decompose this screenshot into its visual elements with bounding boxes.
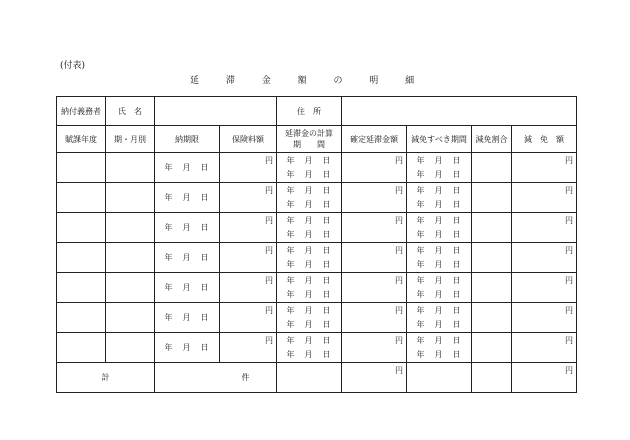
- table-row: [57, 183, 577, 213]
- calc-to-text: 年 月 日: [286, 170, 332, 180]
- total-fee-unit: 円: [395, 366, 403, 375]
- calc-from-text: 年 月 日: [286, 275, 332, 285]
- calc-period-cell[interactable]: [277, 273, 342, 303]
- col-exempt-period: 減免すべき期間: [407, 126, 472, 153]
- period-month-cell[interactable]: [106, 153, 155, 183]
- due-date-text: 年 月 日: [164, 193, 210, 202]
- due-date-cell[interactable]: [155, 303, 220, 333]
- calc-period-cell[interactable]: [277, 213, 342, 243]
- total-label: 計: [57, 363, 155, 393]
- calc-from-text: 年 月 日: [286, 185, 332, 195]
- exempt-amount-unit: 円: [565, 246, 573, 255]
- due-date-text: 年 月 日: [164, 223, 210, 232]
- due-date-cell[interactable]: [155, 183, 220, 213]
- attachment-label: (付表): [60, 61, 86, 71]
- calc-from-text: 年 月 日: [286, 245, 332, 255]
- exempt-amount-unit: 円: [565, 156, 573, 165]
- exempt-period-cell[interactable]: [407, 153, 472, 183]
- calc-period-cell[interactable]: [277, 243, 342, 273]
- due-date-text: 年 月 日: [164, 283, 210, 292]
- fixed-fee-unit: 円: [395, 246, 403, 255]
- col-calc-period-line2: 期 間: [293, 140, 325, 149]
- premium-unit: 円: [265, 336, 273, 345]
- exempt-to-text: 年 月 日: [416, 290, 462, 300]
- exempt-from-text: 年 月 日: [416, 185, 462, 195]
- table-row: [57, 273, 577, 303]
- fixed-fee-cell[interactable]: [342, 333, 407, 363]
- premium-cell[interactable]: [220, 333, 277, 363]
- exempt-ratio-cell[interactable]: [472, 213, 512, 243]
- col-tax-year: 賦課年度: [57, 126, 106, 153]
- exempt-period-cell[interactable]: [407, 333, 472, 363]
- calc-to-text: 年 月 日: [286, 290, 332, 300]
- table-row: [57, 213, 577, 243]
- fixed-fee-cell[interactable]: [342, 273, 407, 303]
- fixed-fee-cell[interactable]: [342, 213, 407, 243]
- fixed-fee-unit: 円: [395, 186, 403, 195]
- exempt-from-text: 年 月 日: [416, 335, 462, 345]
- calc-to-text: 年 月 日: [286, 260, 332, 270]
- col-exempt-ratio: 減免割合: [472, 126, 512, 153]
- exempt-ratio-cell[interactable]: [472, 183, 512, 213]
- exempt-to-text: 年 月 日: [416, 350, 462, 360]
- col-fixed-late-fee: 確定延滞金額: [342, 126, 407, 153]
- fixed-fee-unit: 円: [395, 216, 403, 225]
- late-fee-detail-table: [56, 96, 577, 393]
- fixed-fee-cell[interactable]: [342, 183, 407, 213]
- name-label: 氏 名: [106, 97, 155, 126]
- col-exempt-amount: 減 免 額: [512, 126, 577, 153]
- exempt-amount-unit: 円: [565, 336, 573, 345]
- exempt-amount-unit: 円: [565, 216, 573, 225]
- premium-cell[interactable]: [220, 183, 277, 213]
- exempt-from-text: 年 月 日: [416, 155, 462, 165]
- premium-cell[interactable]: [220, 213, 277, 243]
- total-count-unit: 件: [241, 373, 250, 382]
- fixed-fee-unit: 円: [395, 276, 403, 285]
- exempt-ratio-cell[interactable]: [472, 273, 512, 303]
- exempt-ratio-cell[interactable]: [472, 303, 512, 333]
- premium-cell[interactable]: [220, 303, 277, 333]
- tax-year-cell[interactable]: [57, 183, 106, 213]
- exempt-ratio-cell[interactable]: [472, 333, 512, 363]
- header-row: [57, 97, 577, 126]
- exempt-from-text: 年 月 日: [416, 245, 462, 255]
- col-due-date: 納期限: [155, 126, 220, 153]
- fixed-fee-unit: 円: [395, 306, 403, 315]
- due-date-cell[interactable]: [155, 273, 220, 303]
- calc-from-text: 年 月 日: [286, 155, 332, 165]
- exempt-amount-cell[interactable]: [512, 153, 577, 183]
- fixed-fee-unit: 円: [395, 336, 403, 345]
- total-exempt-period-cell: [407, 363, 472, 393]
- exempt-amount-unit: 円: [565, 306, 573, 315]
- premium-unit: 円: [265, 186, 273, 195]
- exempt-to-text: 年 月 日: [416, 260, 462, 270]
- premium-unit: 円: [265, 246, 273, 255]
- premium-cell[interactable]: [220, 243, 277, 273]
- total-amount-cell[interactable]: [512, 363, 577, 393]
- calc-period-cell[interactable]: [277, 333, 342, 363]
- period-month-cell[interactable]: [106, 213, 155, 243]
- due-date-text: 年 月 日: [164, 253, 210, 262]
- exempt-period-cell[interactable]: [407, 213, 472, 243]
- calc-to-text: 年 月 日: [286, 320, 332, 330]
- total-fee-cell[interactable]: [342, 363, 407, 393]
- total-exempt-ratio-cell: [472, 363, 512, 393]
- period-month-cell[interactable]: [106, 183, 155, 213]
- exempt-to-text: 年 月 日: [416, 200, 462, 210]
- premium-unit: 円: [265, 216, 273, 225]
- total-count-cell[interactable]: [155, 363, 277, 393]
- premium-cell[interactable]: [220, 273, 277, 303]
- tax-year-cell[interactable]: [57, 243, 106, 273]
- name-field[interactable]: [155, 97, 277, 126]
- due-date-text: 年 月 日: [164, 343, 210, 352]
- tax-year-cell[interactable]: [57, 333, 106, 363]
- exempt-from-text: 年 月 日: [416, 215, 462, 225]
- premium-unit: 円: [265, 156, 273, 165]
- due-date-cell[interactable]: [155, 153, 220, 183]
- exempt-period-cell[interactable]: [407, 303, 472, 333]
- exempt-to-text: 年 月 日: [416, 170, 462, 180]
- period-month-cell[interactable]: [106, 273, 155, 303]
- total-calc-cell: [277, 363, 342, 393]
- exempt-from-text: 年 月 日: [416, 305, 462, 315]
- due-date-text: 年 月 日: [164, 163, 210, 172]
- calc-period-cell[interactable]: [277, 153, 342, 183]
- fixed-fee-cell[interactable]: [342, 303, 407, 333]
- exempt-period-cell[interactable]: [407, 183, 472, 213]
- period-month-cell[interactable]: [106, 243, 155, 273]
- document-title: 延 滞 金 額 の 明 細: [190, 76, 427, 86]
- calc-to-text: 年 月 日: [286, 350, 332, 360]
- exempt-amount-cell[interactable]: [512, 303, 577, 333]
- due-date-cell[interactable]: [155, 213, 220, 243]
- premium-cell[interactable]: [220, 153, 277, 183]
- tax-year-cell[interactable]: [57, 153, 106, 183]
- fixed-fee-cell[interactable]: [342, 243, 407, 273]
- fixed-fee-unit: 円: [395, 156, 403, 165]
- total-row: [57, 363, 577, 393]
- table-row: [57, 243, 577, 273]
- tax-year-cell[interactable]: [57, 303, 106, 333]
- table-row: [57, 153, 577, 183]
- total-amount-unit: 円: [565, 366, 573, 375]
- premium-unit: 円: [265, 306, 273, 315]
- exempt-to-text: 年 月 日: [416, 230, 462, 240]
- calc-period-cell[interactable]: [277, 183, 342, 213]
- exempt-amount-cell[interactable]: [512, 273, 577, 303]
- payer-label: 納付義務者: [57, 97, 106, 126]
- tax-year-cell[interactable]: [57, 273, 106, 303]
- calc-to-text: 年 月 日: [286, 200, 332, 210]
- calc-from-text: 年 月 日: [286, 335, 332, 345]
- exempt-amount-cell[interactable]: [512, 333, 577, 363]
- exempt-amount-cell[interactable]: [512, 213, 577, 243]
- column-header-row: [57, 126, 577, 153]
- exempt-period-cell[interactable]: [407, 243, 472, 273]
- exempt-amount-unit: 円: [565, 276, 573, 285]
- period-month-cell[interactable]: [106, 303, 155, 333]
- exempt-amount-unit: 円: [565, 186, 573, 195]
- exempt-amount-cell[interactable]: [512, 243, 577, 273]
- calc-to-text: 年 月 日: [286, 230, 332, 240]
- address-field[interactable]: [342, 97, 577, 126]
- exempt-ratio-cell[interactable]: [472, 243, 512, 273]
- address-label: 住 所: [277, 97, 342, 126]
- due-date-cell[interactable]: [155, 243, 220, 273]
- exempt-to-text: 年 月 日: [416, 320, 462, 330]
- col-calc-period: [277, 126, 342, 153]
- period-month-cell[interactable]: [106, 333, 155, 363]
- exempt-period-cell[interactable]: [407, 273, 472, 303]
- exempt-from-text: 年 月 日: [416, 275, 462, 285]
- tax-year-cell[interactable]: [57, 213, 106, 243]
- fixed-fee-cell[interactable]: [342, 153, 407, 183]
- col-period-month: 期・月別: [106, 126, 155, 153]
- table-row: [57, 333, 577, 363]
- calc-from-text: 年 月 日: [286, 305, 332, 315]
- table-row: [57, 303, 577, 333]
- due-date-cell[interactable]: [155, 333, 220, 363]
- col-calc-period-line1: 延滞金の計算: [285, 129, 333, 138]
- premium-unit: 円: [265, 276, 273, 285]
- exempt-amount-cell[interactable]: [512, 183, 577, 213]
- due-date-text: 年 月 日: [164, 313, 210, 322]
- col-premium: 保険料額: [220, 126, 277, 153]
- exempt-ratio-cell[interactable]: [472, 153, 512, 183]
- calc-from-text: 年 月 日: [286, 215, 332, 225]
- data-rows: [57, 153, 577, 363]
- calc-period-cell[interactable]: [277, 303, 342, 333]
